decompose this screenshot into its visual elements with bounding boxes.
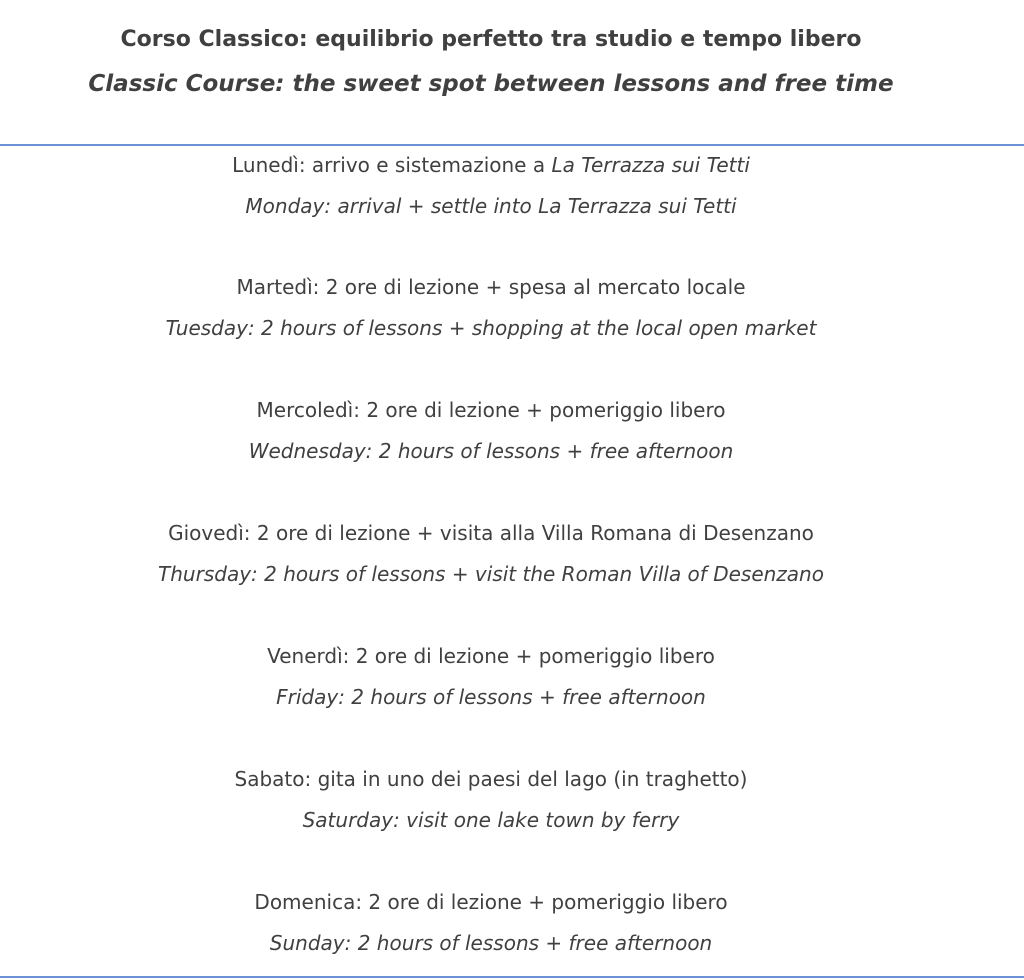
day-italian-text: Sabato: gita in uno dei paesi del lago (in traghetto) — [234, 767, 748, 791]
day-italian-text: Venerdì: 2 ore di lezione + pomeriggio libero — [267, 644, 715, 668]
day-italian-line — [0, 887, 982, 917]
schedule-day-tuesday — [0, 272, 982, 343]
day-english-line: Tuesday: 2 hours of lessons + shopping at the local open market — [165, 316, 817, 340]
day-italian-line — [0, 518, 982, 548]
day-italian-line — [0, 395, 982, 425]
day-italian-text: Martedì: 2 ore di lezione + spesa al mercato locale — [236, 275, 746, 299]
header-divider — [0, 144, 1024, 146]
page-title-english: Classic Course: the sweet spot between lessons and free time — [88, 71, 894, 97]
schedule-day-saturday — [0, 764, 982, 835]
schedule-day-friday — [0, 641, 982, 712]
day-english-line: Saturday: visit one lake town by ferry — [302, 808, 680, 832]
day-english-line: Thursday: 2 hours of lessons + visit the Roman Villa of Desenzano — [158, 562, 824, 586]
schedule-day-thursday — [0, 518, 982, 589]
page-header — [0, 0, 1024, 144]
day-italian-line — [0, 150, 982, 180]
day-english-line: Friday: 2 hours of lessons + free afternoon — [276, 685, 706, 709]
day-english-line: Wednesday: 2 hours of lessons + free afternoon — [248, 439, 734, 463]
day-english-line: Monday: arrival + settle into La Terrazza sui Tetti — [245, 194, 737, 218]
schedule-day-wednesday — [0, 395, 982, 466]
schedule-day-sunday — [0, 887, 982, 958]
footer-divider — [0, 976, 1024, 978]
day-italian-text: Lunedì: arrivo e sistemazione a — [232, 153, 552, 177]
schedule-day-monday — [0, 150, 982, 221]
day-italian-emphasis: La Terrazza sui Tetti — [551, 153, 750, 177]
day-english-line: Sunday: 2 hours of lessons + free afternoon — [269, 931, 713, 955]
page-title-italian: Corso Classico: equilibrio perfetto tra studio e tempo libero — [120, 27, 862, 52]
day-italian-text: Mercoledì: 2 ore di lezione + pomeriggio libero — [256, 398, 726, 422]
day-italian-line — [0, 272, 982, 302]
day-italian-text: Giovedì: 2 ore di lezione + visita alla Villa Romana di Desenzano — [168, 521, 814, 545]
day-italian-text: Domenica: 2 ore di lezione + pomeriggio libero — [254, 890, 728, 914]
day-italian-line — [0, 764, 982, 794]
day-italian-line — [0, 641, 982, 671]
